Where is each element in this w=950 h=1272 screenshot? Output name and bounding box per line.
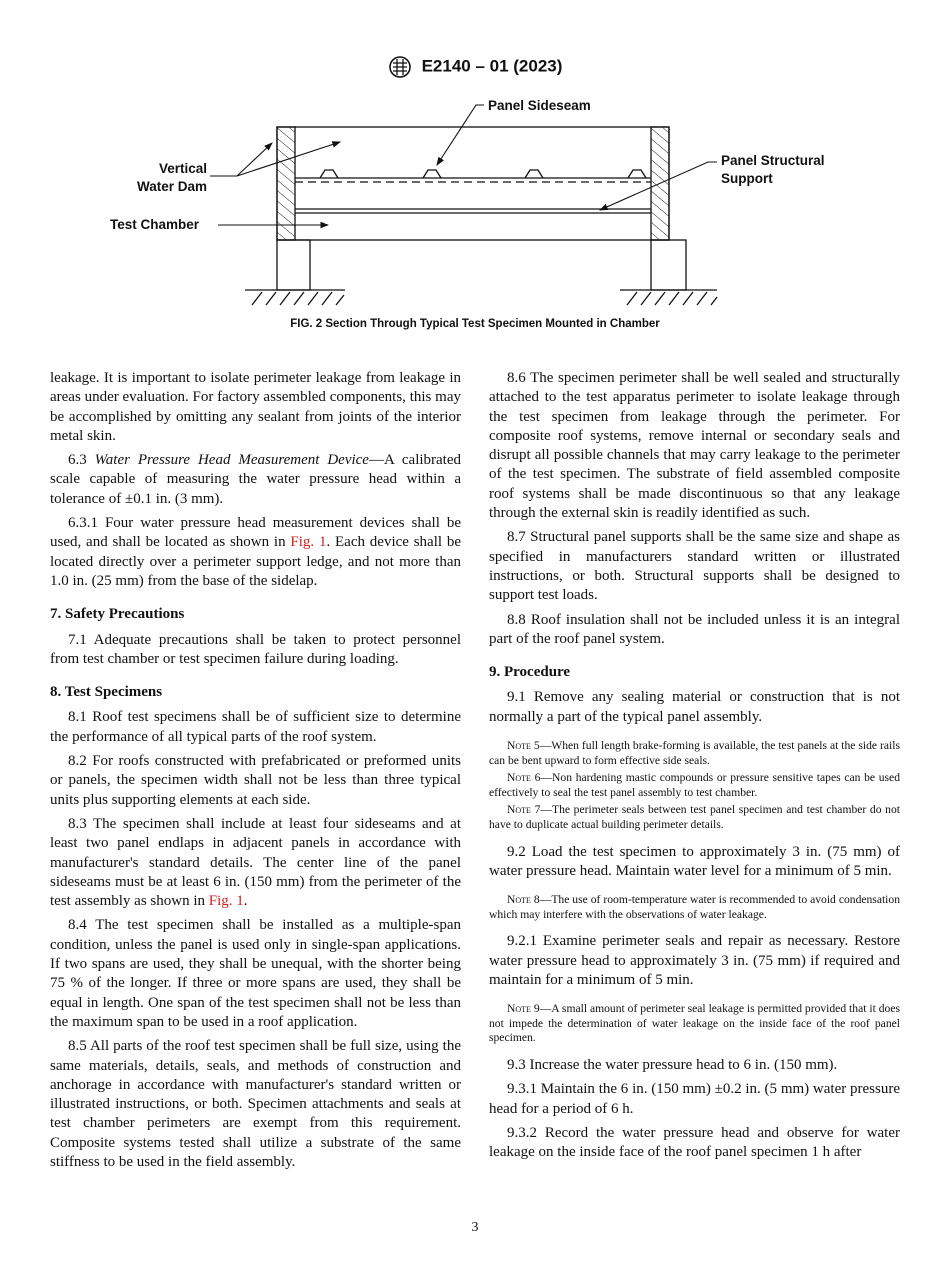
paragraph-9-3: 9.3 Increase the water pressure head to 6 in. (150 mm). <box>507 1057 838 1074</box>
paragraph-6-3-1 <box>50 514 461 591</box>
paragraph-6-3 <box>50 451 461 509</box>
fig-1-link[interactable]: Fig. 1 <box>290 534 327 551</box>
note-label: Note <box>507 739 531 753</box>
note-number: 8 <box>530 893 540 907</box>
note-text: —The perimeter seals between test panel specimen and test chamber do not have to duplicate actual building perimeter details. <box>489 803 900 832</box>
note-label: Note <box>507 771 531 785</box>
figure-caption: FIG. 2 Section Through Typical Test Specimen Mounted in Chamber <box>290 318 660 330</box>
note-label: Note <box>507 1002 531 1016</box>
note-8 <box>489 893 900 922</box>
paragraph-8-7: 8.7 Structural panel supports shall be the same size and shape as specified in manufacturers standard written or illustrated instructions, or both. Structural supports shall be designed to support test loads. <box>489 529 900 604</box>
label-test-chamber: Test Chamber <box>110 217 200 232</box>
note-number: 9 <box>530 1002 540 1016</box>
test-chamber-frame <box>245 127 717 305</box>
note-label: Note <box>507 803 531 817</box>
note-number: 5 <box>530 739 540 753</box>
text: . <box>243 893 248 910</box>
label-panel-structural-support-2: Support <box>721 171 773 186</box>
left-column <box>50 369 461 1177</box>
page-header <box>0 56 950 78</box>
heading-safety-precautions: 7. Safety Precautions <box>50 606 185 623</box>
heading-test-specimens: 8. Test Specimens <box>50 684 163 701</box>
paragraph-8-5: 8.5 All parts of the roof test specimen shall be full size, using the same materials, details, seals, and methods of construction and anchorage in accordance with manufacturer's standard written or illustrated instructions, or both. Specimen attachments and seals at test chamber perimeters are exempt from this requirement. Composite systems tested shall utilize a substrate of the same stiffness to be used in the field assembly. <box>50 1038 461 1170</box>
paragraph-7-1: 7.1 Adequate precautions shall be taken to protect personnel from test chamber or test specimen failure during loading. <box>50 631 461 667</box>
paragraph-8-6: 8.6 The specimen perimeter shall be well sealed and structurally attached to the test apparatus perimeter to isolate leakage through the test specimen from leakage through the perimeter. For composite roof systems, remove internal or secondary seals and disrupt all possible channels that may carry leakage to the perimeter of the test specimen. The substrate of field assembled composite roof systems shall be made discontinuous so that any leakage through the external skin is readily identified as such. <box>489 370 900 522</box>
label-vertical-water-dam-2: Water Dam <box>136 179 207 194</box>
note-number: 6 <box>530 771 541 785</box>
paragraph-9-2-1: 9.2.1 Examine perimeter seals and repair as necessary. Restore water pressure head to approximately 3 in. (75 mm) if required and maintain for a minimum of 5 min. <box>489 933 900 988</box>
section-number: 6.3 <box>68 452 95 469</box>
section-title: Water Pressure Head Measurement Device <box>94 452 369 469</box>
note-text: —Non hardening mastic compounds or pressure sensitive tapes can be used effectively to seal the test panel assembly to test chamber. <box>489 771 900 799</box>
paragraph-8-1: 8.1 Roof test specimens shall be of sufficient size to determine the performance of all typical parts of the roof system. <box>50 709 461 745</box>
text: . Each device shall be located directly over a perimeter support ledge, and not more than 1.0 in. (25 mm) from the base of the sidelap. <box>50 534 462 589</box>
note-7 <box>489 803 900 832</box>
paragraph-8-2: 8.2 For roofs constructed with prefabricated or preformed units or panels, the specimen width shall not be less than three typical units plus supporting elements at each side. <box>50 753 461 808</box>
paragraph-8-3 <box>50 815 461 911</box>
fig-1-link[interactable]: Fig. 1 <box>208 893 244 910</box>
note-text: —The use of room-temperature water is recommended to avoid condensation which may interfere with the observations of water leakage. <box>489 893 900 921</box>
note-9 <box>489 1002 900 1046</box>
paragraph-9-2: 9.2 Load the test specimen to approximately 3 in. (75 mm) of water pressure head. Maintain water level for a minimum of 5 min. <box>489 843 900 879</box>
text: 6.3.1 Four water pressure head measurement devices shall be used, and shall be located as shown in <box>50 515 461 551</box>
label-vertical-water-dam-1: Vertical <box>158 161 207 176</box>
note-text: —When full length brake-forming is available, the test panels at the side rails can be bent upward to form effective side seals. <box>489 739 900 767</box>
text: 8.3 The specimen shall include at least four sideseams and at least two panel endlaps in adjacent panels in accordance with manufacturer's standard details. The center line of the panel sideseams must be at least 6 in. (150 mm) from the perimeter of the test assembly as shown in <box>50 815 461 910</box>
page-number: 3 <box>471 1220 479 1235</box>
document-designation: E2140 – 01 (2023) <box>421 56 563 76</box>
note-text: —A small amount of perimeter seal leakage is permitted provided that it does not impede the determination of water leakage on the inside face of the roof panel specimen. <box>489 1002 900 1045</box>
note-6 <box>489 771 900 800</box>
label-panel-structural-support-1: Panel Structural <box>721 153 825 168</box>
paragraph-8-8: 8.8 Roof insulation shall not be included unless it is an integral part of the roof panel system. <box>489 611 900 647</box>
paragraph-9-1: 9.1 Remove any sealing material or construction that is not normally a part of the typical panel assembly. <box>489 689 900 725</box>
paragraph-8-4: 8.4 The test specimen shall be installed as a multiple-span condition, unless the panel is used only in single-span applications. If two spans are used, they shall be unequal, with the shorter being 75 % of the longer. If three or more spans are used, they shall be equal in length. One span of the test specimen shall not be less than the maximum span to be used in a roof application. <box>50 917 461 1030</box>
note-number: 7 <box>530 803 541 817</box>
figure-2-diagram <box>0 85 950 335</box>
astm-logo-icon <box>388 56 414 78</box>
paragraph: leakage. It is important to isolate perimeter leakage from leakage in areas under evaluation. For factory assembled components, this may be accomplished by omitting any sealant from joints of the interior metal skin. <box>50 370 461 444</box>
right-column <box>489 369 900 1168</box>
paragraph-9-3-2: 9.3.2 Record the water pressure head and observe for water leakage on the inside face of the roof panel specimen 1 h after <box>489 1124 900 1161</box>
label-panel-sideseam: Panel Sideseam <box>488 98 591 113</box>
section-text: —A calibrated scale capable of measuring the water pressure head within a tolerance of ±0.1 in. (3 mm). <box>50 452 462 507</box>
heading-procedure: 9. Procedure <box>489 664 571 681</box>
note-5 <box>489 739 900 768</box>
paragraph-9-3-1: 9.3.1 Maintain the 6 in. (150 mm) ±0.2 in. (5 mm) water pressure head for a period of 6 h. <box>489 1081 900 1117</box>
note-label: Note <box>507 893 531 907</box>
